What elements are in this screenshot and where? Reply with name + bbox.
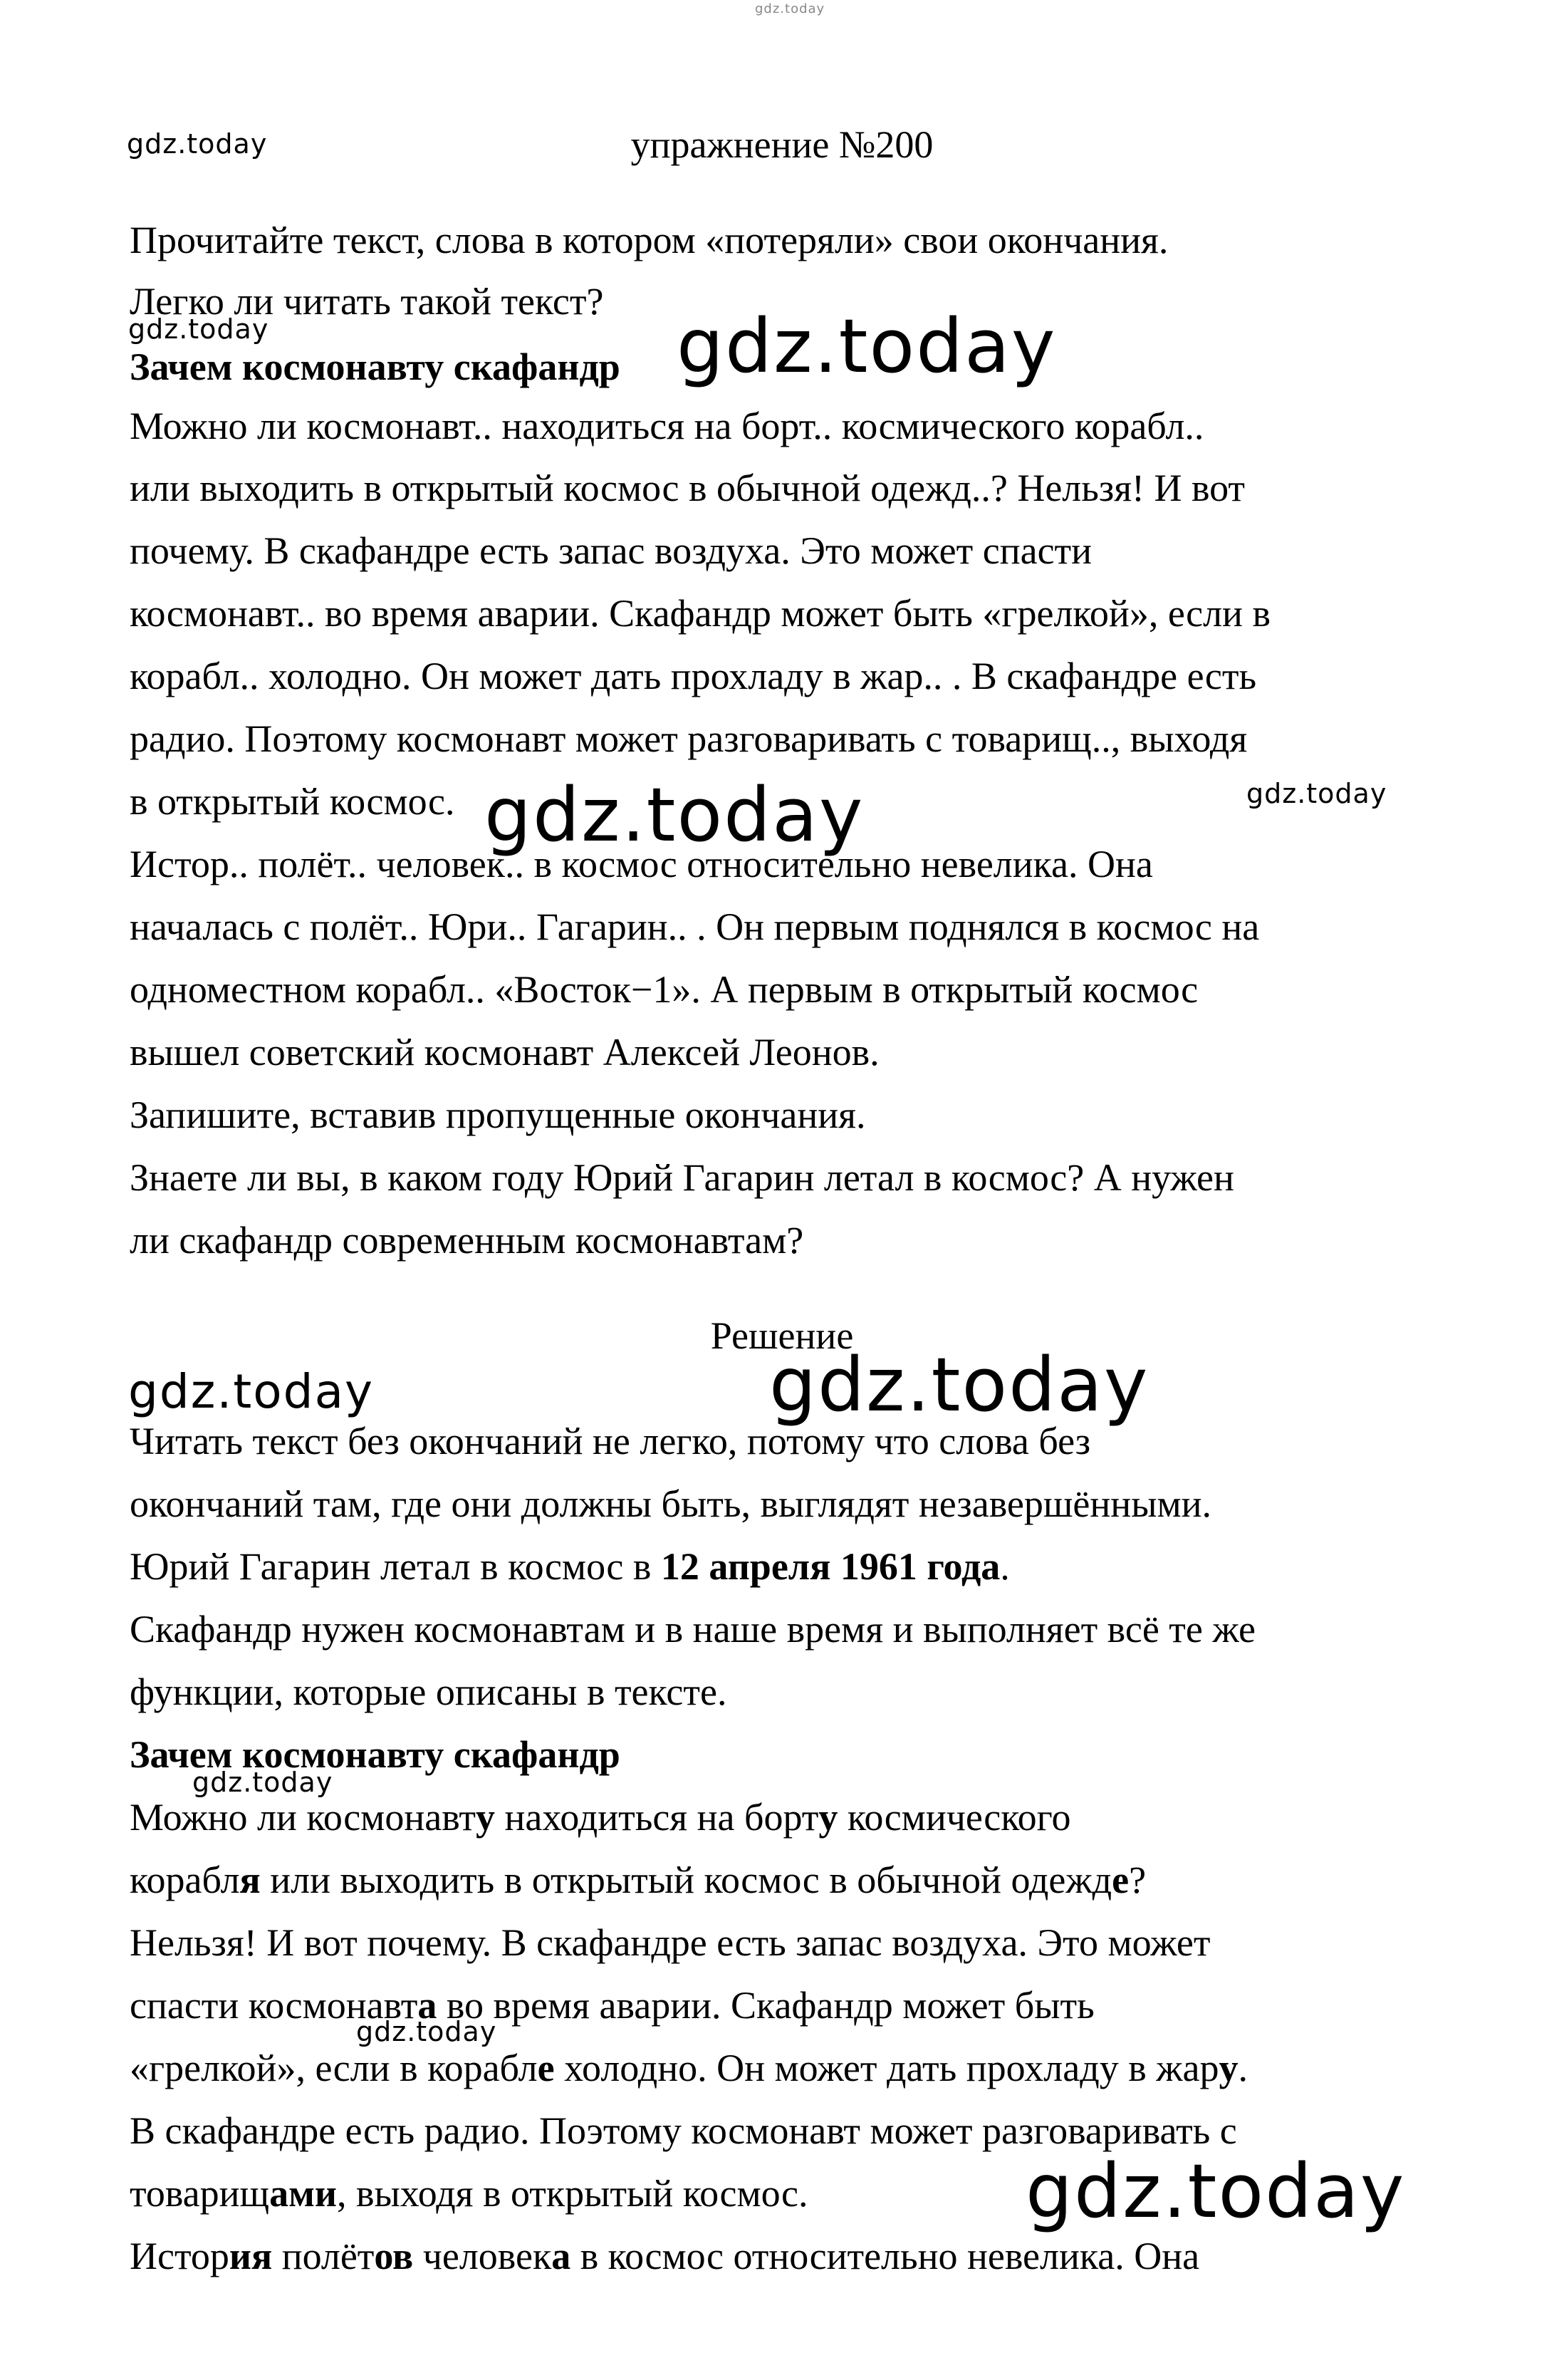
text-segment: ? (1129, 1859, 1147, 1901)
solution-line-8 (130, 2233, 1199, 2280)
exercise-line-9: началась с полёт.. Юри.. Гагарин.. . Он первым поднялся в космос на (130, 905, 1260, 948)
answer-2-suffix: . (1000, 1545, 1010, 1588)
text-segment: полёт (272, 2235, 375, 2277)
watermark-answer-mid: gdz.today (356, 2016, 497, 2047)
solution-title-text: Зачем космонавту скафандр (130, 1733, 620, 1776)
watermark-header: gdz.today (127, 128, 268, 160)
solution-line-4 (130, 1982, 1095, 2029)
answer-3-line-1: Скафандр нужен космонавтам и в наше время и выполняет всё те же (130, 1608, 1256, 1651)
inserted-ending: е (1112, 1859, 1130, 1901)
task-line-2: Легко ли читать такой текст? (130, 280, 604, 323)
answer-1-line-1: Читать текст без окончаний не легко, потому что слова без (130, 1420, 1091, 1462)
text-segment: или выходить в открытый космос в обычной одежд (260, 1859, 1112, 1901)
inserted-ending: у (1219, 2047, 1239, 2089)
inserted-ending: а (417, 1984, 437, 2027)
inserted-ending: а (551, 2235, 571, 2277)
exercise-title-text: Зачем космонавту скафандр (130, 345, 620, 388)
solution-line-7 (130, 2170, 808, 2217)
instruction-line-2: Знаете ли вы, в каком году Юрий Гагарин летал в космос? А нужен (130, 1156, 1234, 1199)
exercise-line-4: космонавт.. во время аварии. Скафандр может быть «грелкой», если в (130, 592, 1271, 635)
solution-heading: Решение (710, 1314, 854, 1357)
text-segment: Можно ли космонавт (130, 1796, 476, 1839)
exercise-line-11: вышел советский космонавт Алексей Леонов. (130, 1031, 880, 1074)
instruction-line-3: ли скафандр современным космонавтам? (130, 1219, 804, 1262)
solution-line-5 (130, 2044, 1248, 2091)
inserted-ending: у (818, 1796, 838, 1839)
exercise-line-10: одноместном корабл.. «Восток−1». А первым в открытый космос (130, 968, 1199, 1011)
watermark-answer-large: gdz.today (1026, 2148, 1406, 2235)
text-segment: «грелкой», если в корабл (130, 2047, 538, 2089)
exercise-line-3: почему. В скафандре есть запас воздуха. Это может спасти (130, 529, 1093, 572)
watermark-solution-left: gdz.today (128, 1364, 375, 1419)
inserted-ending: ами (269, 2172, 338, 2215)
text-segment: Истор (130, 2235, 229, 2277)
text-segment: Нельзя! И вот почему. В скафандре есть запас воздуха. Это может (130, 1921, 1211, 1964)
answer-2-date: 12 апреля 1961 года (660, 1545, 1001, 1588)
watermark-exercise-large: gdz.today (484, 771, 865, 858)
text-segment: космического (838, 1796, 1071, 1839)
exercise-line-7: в открытый космос. (130, 780, 455, 823)
text-segment: в космос относительно невелика. Она (570, 2235, 1200, 2277)
solution-line-1 (130, 1794, 1071, 1841)
solution-line-3 (130, 1919, 1210, 1966)
text-segment: , выходя в открытый космос. (337, 2172, 808, 2215)
inserted-ending: я (239, 1859, 261, 1901)
exercise-line-1: Можно ли космонавт.. находиться на борт.. космического корабл.. (130, 405, 1204, 447)
watermark-answer-title: gdz.today (192, 1767, 333, 1798)
text-segment: В скафандре есть радио. Поэтому космонавт может разговаривать с (130, 2109, 1237, 2152)
answer-1-line-2: окончаний там, где они должны быть, выглядят незавершёнными. (130, 1482, 1212, 1525)
exercise-line-8: Истор.. полёт.. человек.. в космос относительно невелика. Она (130, 843, 1153, 885)
text-segment: спасти космонавт (130, 1984, 418, 2027)
inserted-ending: ия (229, 2235, 273, 2277)
watermark-title-large: gdz.today (677, 303, 1057, 390)
answer-2 (130, 1543, 1010, 1590)
page-title: упражнение №200 (630, 123, 934, 166)
text-segment: человек (413, 2235, 552, 2277)
text-segment: во время аварии. Скафандр может быть (437, 1984, 1095, 2027)
solution-line-2 (130, 1856, 1146, 1903)
inserted-ending: у (475, 1796, 495, 1839)
text-segment: корабл (130, 1859, 240, 1901)
instruction-line-1: Запишите, вставив пропущенные окончания. (130, 1093, 866, 1136)
watermark-title-small: gdz.today (128, 313, 269, 345)
text-segment: находиться на борт (494, 1796, 819, 1839)
exercise-title (130, 343, 620, 390)
inserted-ending: е (537, 2047, 555, 2089)
text-segment: . (1238, 2047, 1248, 2089)
answer-3-line-2: функции, которые описаны в тексте. (130, 1670, 727, 1713)
exercise-line-2: или выходить в открытый космос в обычной одежд..? Нельзя! И вот (130, 467, 1246, 509)
inserted-ending: ов (374, 2235, 414, 2277)
watermark-exercise-small: gdz.today (1246, 778, 1387, 809)
answer-2-prefix: Юрий Гагарин летал в космос в (130, 1545, 661, 1588)
exercise-line-5: корабл.. холодно. Он может дать прохладу в жар.. . В скафандре есть (130, 655, 1257, 697)
text-segment: холодно. Он может дать прохладу в жар (554, 2047, 1219, 2089)
solution-line-6 (130, 2107, 1237, 2154)
watermark-solution-large: gdz.today (769, 1341, 1149, 1428)
solution-title (130, 1731, 620, 1778)
task-line-1: Прочитайте текст, слова в котором «потеряли» свои окончания. (130, 219, 1169, 261)
text-segment: товарищ (130, 2172, 270, 2215)
exercise-line-6: радио. Поэтому космонавт может разговаривать с товарищ.., выходя (130, 717, 1248, 760)
watermark-top: gdz.today (755, 1, 825, 16)
